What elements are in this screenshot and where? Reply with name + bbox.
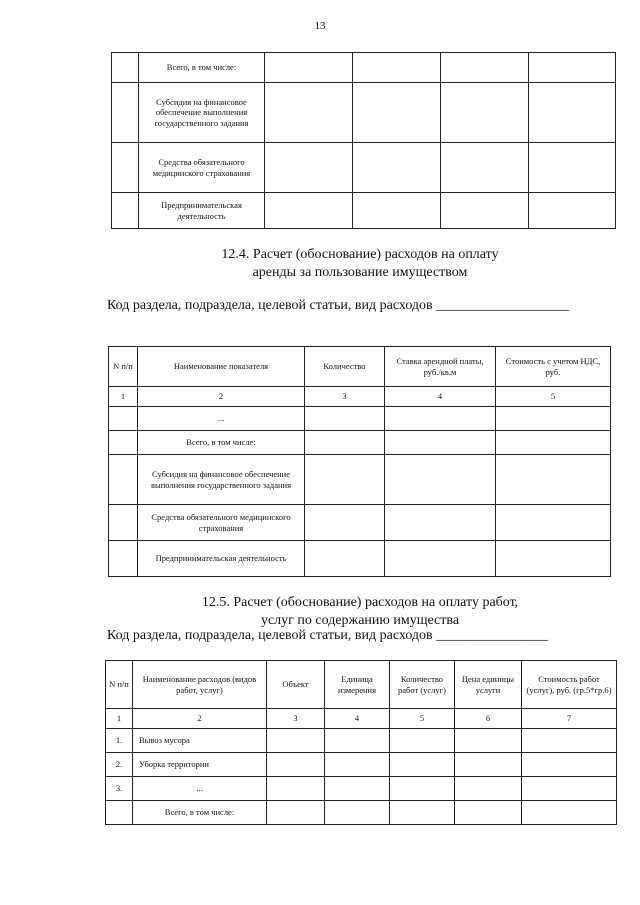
row-number [106,801,133,825]
column-header: N п/п [109,347,138,387]
table-row [106,729,617,753]
table-row [109,541,611,577]
column-header: Количество работ (услуг) [390,661,455,709]
table-row [106,753,617,777]
column-number: 6 [455,709,522,729]
row-label: Всего, в том числе: [138,431,305,455]
rent-table [108,346,611,577]
column-number: 1 [106,709,133,729]
table-row [106,777,617,801]
row-label: Всего, в том числе: [133,801,267,825]
column-header: Ставка арендной платы, руб./кв.м [385,347,496,387]
table-row [109,431,611,455]
column-header: Единица измерения [325,661,390,709]
table-row [106,801,617,825]
heading-line: аренды за пользование имуществом [252,265,468,281]
column-number: 4 [325,709,390,729]
row-label: ... [133,777,267,801]
row-label: Субсидия на финансовое обеспечение выполнения государственного задания [139,83,265,143]
column-header: Стоимость с учетом НДС, руб. [496,347,611,387]
column-header: Стоимость работ (услуг), руб. (гр.5*гр.6) [522,661,617,709]
row-label: Предпринимательская деятельность [139,193,265,229]
column-header: Цена единицы услуги [455,661,522,709]
row-label: Всего, в том числе: [139,53,265,83]
column-number-row [106,709,617,729]
column-number: 4 [385,387,496,407]
table-row [112,53,616,83]
row-label: ... [138,407,305,431]
section-12-5-kod-label: Код раздела, подраздела, целевой статьи, вид расходов ________________ [107,628,549,643]
column-header: Объект [267,661,325,709]
heading-line: услуг по содержанию имущества [260,613,460,629]
column-number: 2 [138,387,305,407]
column-number: 2 [133,709,267,729]
row-number: 1. [106,729,133,753]
row-number: 3. [106,777,133,801]
table-row [112,143,616,193]
column-header: Наименование показателя [138,347,305,387]
column-number: 3 [267,709,325,729]
column-number: 3 [305,387,385,407]
column-number: 7 [522,709,617,729]
column-number-row [109,387,611,407]
table-row [109,455,611,505]
column-header: Наименование расходов (видов работ, услуг) [133,661,267,709]
heading-line: 12.4. Расчет (обоснование) расходов на оплату [221,247,499,262]
column-header: Количество [305,347,385,387]
row-label: Субсидия на финансовое обеспечение выполнения государственного задания [138,455,305,505]
section-12-4-heading [0,246,640,282]
table-header-row [106,661,617,709]
table-row [112,83,616,143]
section-12-5-heading [0,594,640,630]
services-table [105,660,617,825]
column-header: N п/п [106,661,133,709]
column-number: 5 [496,387,611,407]
row-label: Предпринимательская деятельность [138,541,305,577]
row-label: Вывоз мусора [133,729,267,753]
page-number: 13 [314,20,326,32]
row-label: Средства обязательного медицинского страхования [139,143,265,193]
section-12-4-kod-label: Код раздела, подраздела, целевой статьи, вид расходов ___________________ [107,298,570,313]
table-header-row [109,347,611,387]
row-label: Средства обязательного медицинского страхования [138,505,305,541]
heading-line: 12.5. Расчет (обоснование) расходов на оплату работ, [201,595,519,610]
row-number: 2. [106,753,133,777]
top-table [111,52,616,229]
column-number: 1 [109,387,138,407]
table-row [112,193,616,229]
table-row [109,407,611,431]
table-row [109,505,611,541]
column-number: 5 [390,709,455,729]
row-label: Уборка территории [133,753,267,777]
